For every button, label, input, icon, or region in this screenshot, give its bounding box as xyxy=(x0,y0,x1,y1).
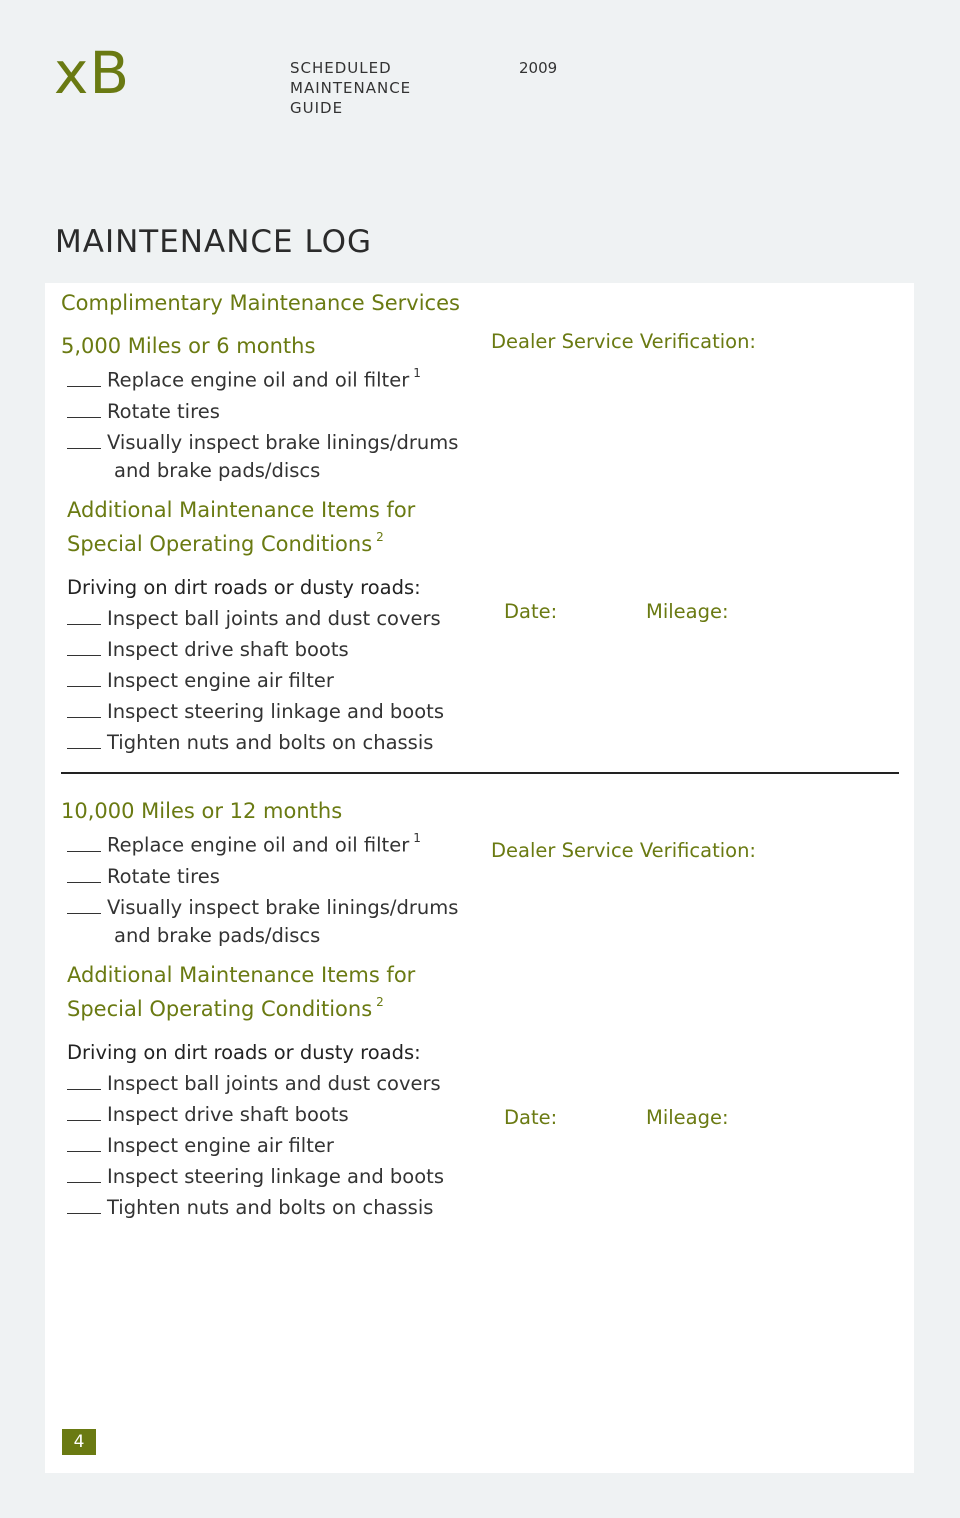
checklist-item[interactable] xyxy=(67,360,458,396)
checklist-item[interactable] xyxy=(67,427,458,458)
item-text: Tighten nuts and bolts on chassis xyxy=(107,1195,434,1219)
page-title: MAINTENANCE LOG xyxy=(55,224,373,260)
check-blank[interactable] xyxy=(67,606,101,625)
check-blank[interactable] xyxy=(67,1071,101,1090)
section-title: 10,000 Miles or 12 months xyxy=(61,799,343,823)
item-text: Inspect engine air filter xyxy=(107,1133,334,1157)
additional-heading: Additional Maintenance Items for xyxy=(67,497,416,522)
checklist-item[interactable] xyxy=(67,1192,458,1223)
section-divider xyxy=(61,772,899,774)
footnote-ref: 2 xyxy=(376,529,384,544)
checklist-item[interactable] xyxy=(67,396,458,427)
check-blank[interactable] xyxy=(67,864,101,883)
panel-heading: Complimentary Maintenance Services xyxy=(61,291,460,315)
additional-heading-text: Special Operating Conditions xyxy=(67,531,373,556)
dealer-verification-label: Dealer Service Verification: xyxy=(491,839,756,862)
check-blank[interactable] xyxy=(67,1195,101,1214)
item-text: Inspect steering linkage and boots xyxy=(107,1164,444,1188)
item-continuation: and brake pads/discs xyxy=(114,923,321,947)
date-label: Date: xyxy=(504,600,558,623)
mileage-label: Mileage: xyxy=(646,1106,729,1129)
xb-logo: xB xyxy=(54,39,131,107)
footnote-ref: 1 xyxy=(413,831,421,845)
item-continuation: and brake pads/discs xyxy=(114,458,321,482)
guide-line: GUIDE xyxy=(290,99,344,117)
item-text: Visually inspect brake linings/drums xyxy=(107,895,459,919)
item-text: Inspect ball joints and dust covers xyxy=(107,606,441,630)
item-text: Rotate tires xyxy=(107,399,220,423)
section-title: 5,000 Miles or 6 months xyxy=(61,334,316,358)
item-text: Inspect engine air filter xyxy=(107,668,334,692)
check-blank[interactable] xyxy=(67,895,101,914)
date-label: Date: xyxy=(504,1106,558,1129)
check-blank[interactable] xyxy=(67,368,101,387)
checklist-item[interactable] xyxy=(67,696,458,727)
check-blank[interactable] xyxy=(67,1102,101,1121)
additional-heading-text: Special Operating Conditions xyxy=(67,996,373,1021)
checklist-item[interactable] xyxy=(67,1068,458,1099)
check-blank[interactable] xyxy=(67,1133,101,1152)
footnote-ref: 1 xyxy=(413,366,421,380)
check-blank[interactable] xyxy=(67,833,101,852)
check-blank[interactable] xyxy=(67,730,101,749)
item-text: Inspect drive shaft boots xyxy=(107,1102,349,1126)
dealer-verification-label: Dealer Service Verification: xyxy=(491,330,756,353)
item-text: Visually inspect brake linings/drums xyxy=(107,430,459,454)
checklist-item[interactable] xyxy=(67,1161,458,1192)
item-text: Inspect drive shaft boots xyxy=(107,637,349,661)
footnote-ref: 2 xyxy=(376,994,384,1009)
item-text: Tighten nuts and bolts on chassis xyxy=(107,730,434,754)
item-text: Inspect steering linkage and boots xyxy=(107,699,444,723)
additional-heading-line2 xyxy=(67,525,458,559)
additional-heading: Additional Maintenance Items for xyxy=(67,962,416,987)
condition-label: Driving on dirt roads or dusty roads: xyxy=(67,575,421,599)
section-10000 xyxy=(61,797,458,1223)
guide-title xyxy=(290,58,411,118)
maintenance-log-panel xyxy=(45,283,914,1473)
mileage-label: Mileage: xyxy=(646,600,729,623)
checklist-item[interactable] xyxy=(67,861,458,892)
checklist-item[interactable] xyxy=(67,603,458,634)
model-year: 2009 xyxy=(519,59,558,77)
check-blank[interactable] xyxy=(67,1164,101,1183)
additional-heading-line2 xyxy=(67,990,458,1024)
check-blank[interactable] xyxy=(67,637,101,656)
checklist-item[interactable] xyxy=(67,1130,458,1161)
checklist-item[interactable] xyxy=(67,665,458,696)
item-text: Inspect ball joints and dust covers xyxy=(107,1071,441,1095)
page-number-badge: 4 xyxy=(62,1429,96,1455)
checklist-item[interactable] xyxy=(67,727,458,758)
checklist-item[interactable] xyxy=(67,634,458,665)
checklist-item[interactable] xyxy=(67,892,458,923)
check-blank[interactable] xyxy=(67,430,101,449)
item-text: Replace engine oil and oil filter xyxy=(107,368,410,392)
checklist-item[interactable] xyxy=(67,1099,458,1130)
checklist-item[interactable] xyxy=(67,825,458,861)
item-text: Rotate tires xyxy=(107,864,220,888)
item-text: Replace engine oil and oil filter xyxy=(107,833,410,857)
section-5000 xyxy=(61,332,458,758)
check-blank[interactable] xyxy=(67,668,101,687)
condition-label: Driving on dirt roads or dusty roads: xyxy=(67,1040,421,1064)
guide-line: MAINTENANCE xyxy=(290,79,412,97)
check-blank[interactable] xyxy=(67,399,101,418)
guide-line: SCHEDULED xyxy=(290,59,392,77)
check-blank[interactable] xyxy=(67,699,101,718)
